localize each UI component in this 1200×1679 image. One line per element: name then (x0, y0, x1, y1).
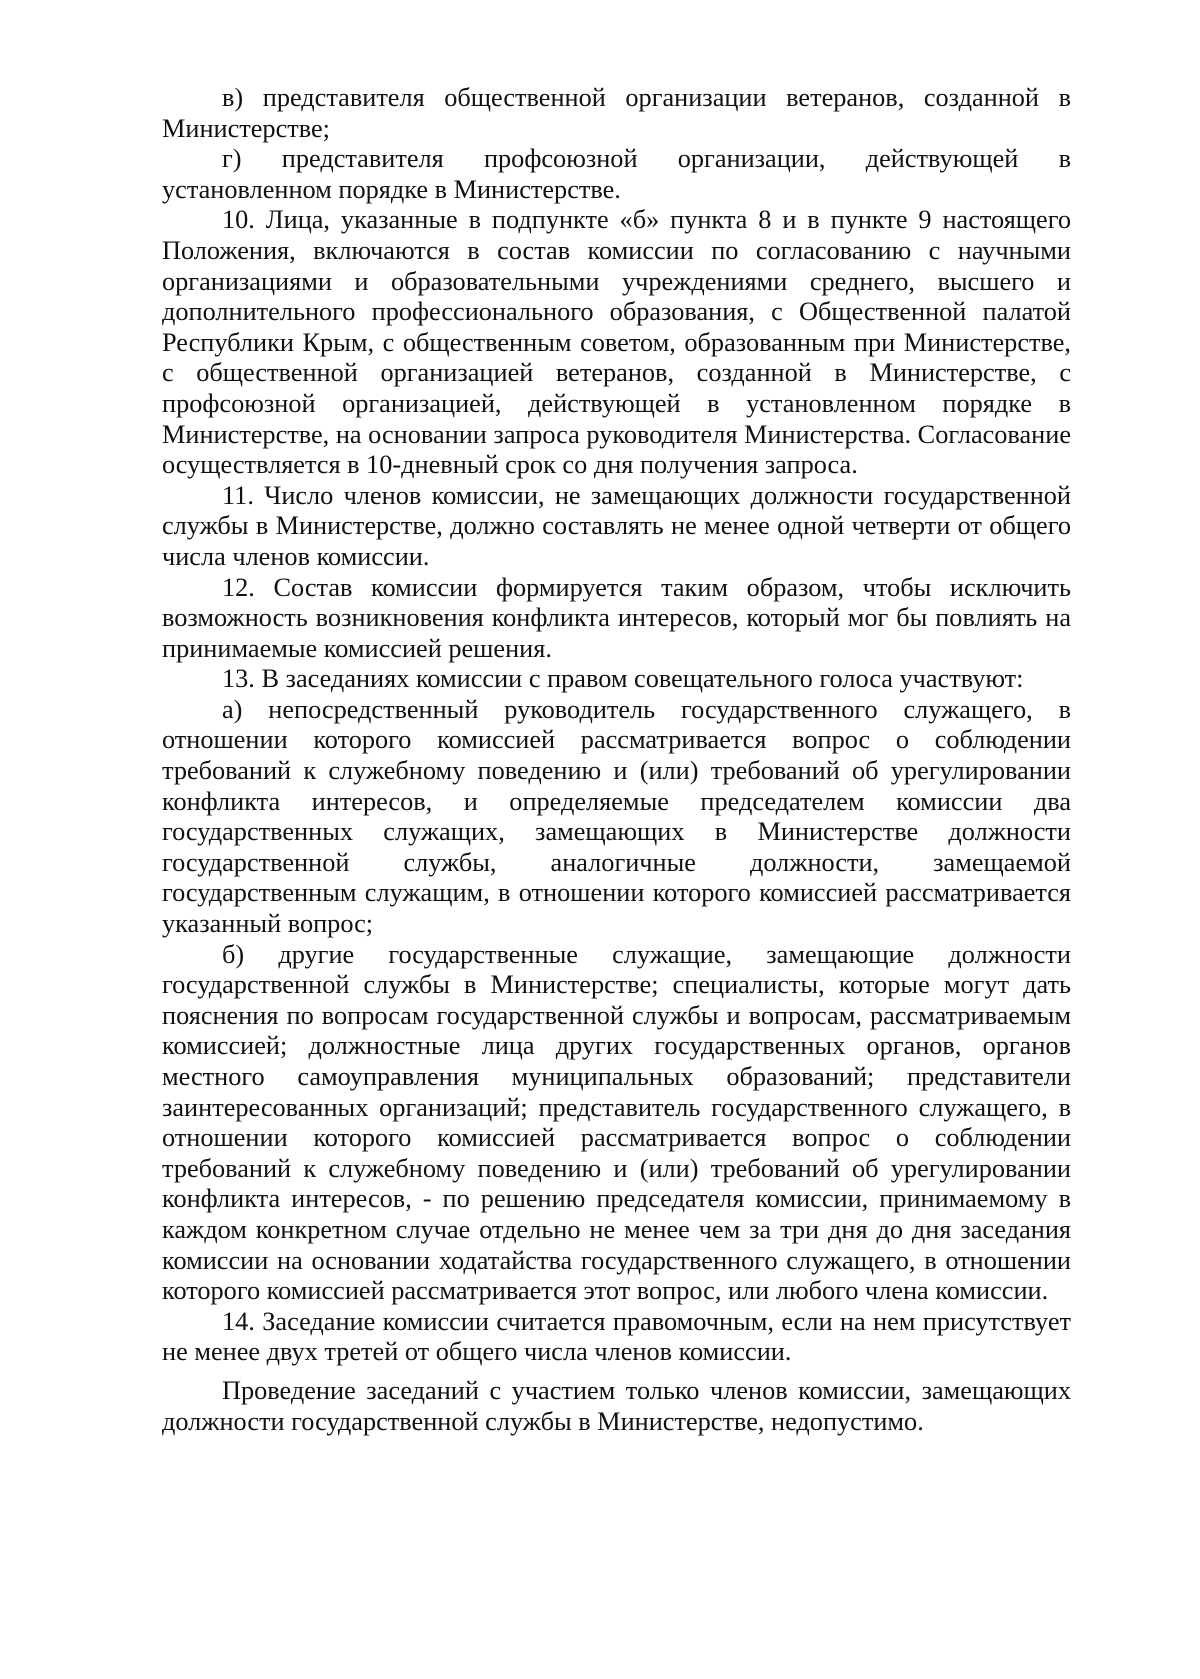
paragraph-11: 11. Число членов комиссии, не замещающих должности государственной службы в Министерстве, должно составлять не менее одной четверти от общего числа членов комиссии. (162, 480, 1071, 571)
paragraph-12: 12. Состав комиссии формируется таким образом, чтобы исключить возможность возникновения конфликта интересов, который мог бы повлиять на принимаемые комиссией решения. (162, 572, 1071, 663)
paragraph-13: 13. В заседаниях комиссии с правом совещательного голоса участвуют: (222, 664, 1024, 694)
paragraph-9g: г) представителя профсоюзной организации, действующей в установленном порядке в Министерстве. (162, 144, 1071, 204)
paragraph-13a: а) непосредственный руководитель государственного служащего, в отношении которого комиссией рассматривается вопрос о соблюдении требований к служебному поведению и (или) требований об урегулировании конфликта интересов, и определяемые председателем комиссии два государственных служащих, замещающих в Министерстве должности государственной службы, аналогичные должности, замещаемой государственным служащим, в отношении которого комиссией рассматривается указанный вопрос; (162, 694, 1071, 939)
paragraph-9v: в) представителя общественной организации ветеранов, созданной в Министерстве; (162, 83, 1071, 143)
document-page (162, 83, 1071, 1437)
paragraph-10: 10. Лица, указанные в подпункте «б» пункта 8 и в пункте 9 настоящего Положения, включаются в состав комиссии по согласованию с научными организациями и образовательными учреждениями среднего, высшего и дополнительного профессионального образования, с Общественной палатой Республики Крым, с общественным советом, образованным при Министерстве, с общественной организацией ветеранов, созданной в Министерстве, с профсоюзной организацией, действующей в установленном порядке в Министерстве, на основании запроса руководителя Министерства. Согласование осуществляется в 10-дневный срок со дня получения запроса. (162, 205, 1071, 480)
paragraph-14-cont: Проведение заседаний с участием только членов комиссии, замещающих должности государственной службы в Министерстве, недопустимо. (162, 1375, 1071, 1436)
paragraph-14: 14. Заседание комиссии считается правомочным, если на нем присутствует не менее двух третей от общего числа членов комиссии. (162, 1306, 1071, 1367)
paragraph-13b: б) другие государственные служащие, замещающие должности государственной службы в Министерстве; специалисты, которые могут дать пояснения по вопросам государственной службы и вопросам, рассматриваемым комиссией; должностные лица других государственных органов, органов местного самоуправления муниципальных образований; представители заинтересованных организаций; представитель государственного служащего, в отношении которого комиссией рассматривается вопрос о соблюдении требований к служебному поведению и (или) требований об урегулировании конфликта интересов, - по решению председателя комиссии, принимаемому в каждом конкретном случае отдельно не менее чем за три дня до дня заседания комиссии на основании ходатайства государственного служащего, в отношении которого комиссией рассматривается этот вопрос, или любого члена комиссии. (162, 939, 1071, 1306)
